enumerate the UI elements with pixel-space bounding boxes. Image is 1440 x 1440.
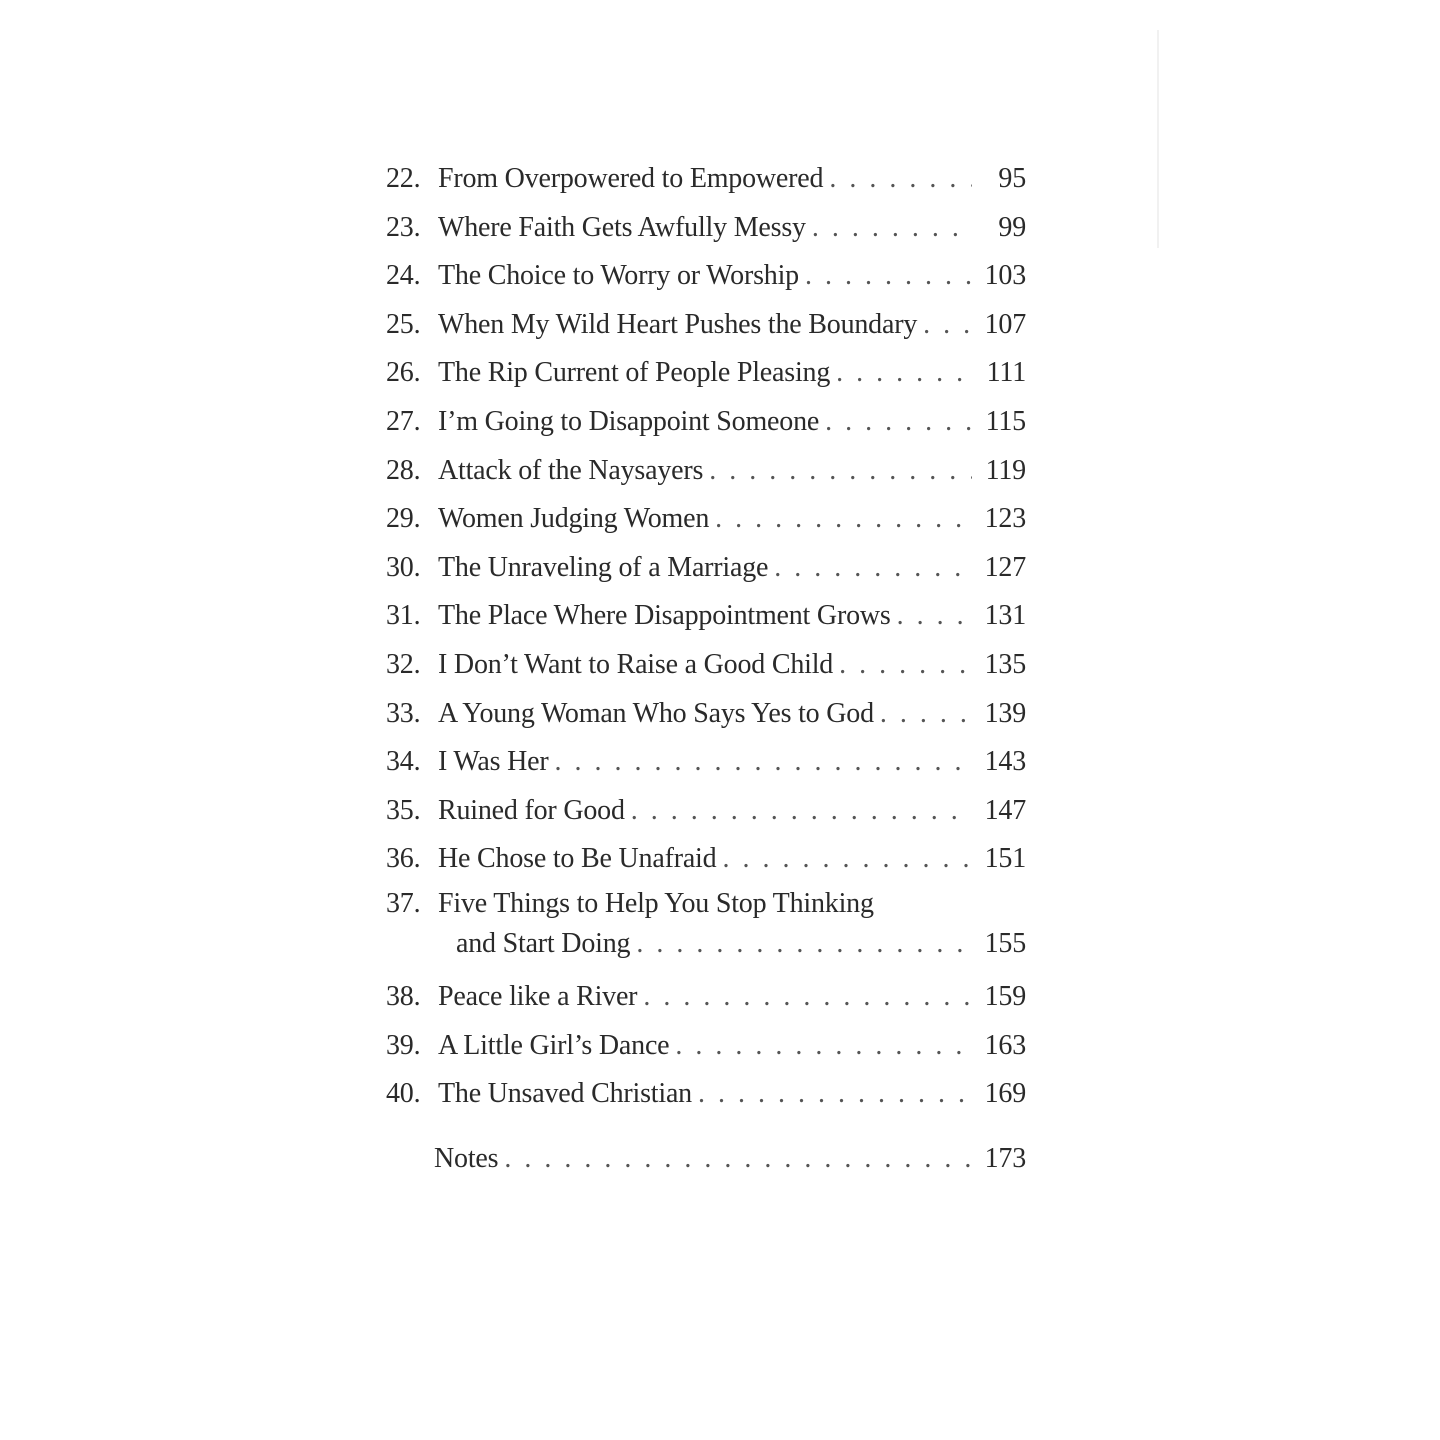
page-number: 173 xyxy=(984,1142,1026,1174)
chapter-title: Ruined for Good xyxy=(438,794,625,826)
dot-leader xyxy=(643,973,972,1022)
chapter-title-continued: and Start Doing xyxy=(456,927,631,959)
toc-entry-38 xyxy=(386,973,1026,1022)
table-of-contents xyxy=(386,155,1026,1183)
dot-leader xyxy=(839,641,972,690)
page-number: 163 xyxy=(984,1029,1026,1061)
dot-leader xyxy=(774,544,972,593)
toc-entry-25 xyxy=(386,301,1026,350)
chapter-title: I’m Going to Disappoint Someone xyxy=(438,405,820,437)
dot-leader xyxy=(880,690,972,739)
dot-leader xyxy=(836,349,972,398)
toc-entry-24 xyxy=(386,252,1026,301)
chapter-number: 27. xyxy=(386,405,421,437)
toc-entry-29 xyxy=(386,495,1026,544)
chapter-number: 33. xyxy=(386,697,421,729)
dot-leader xyxy=(636,924,972,964)
dot-leader xyxy=(631,787,972,836)
toc-entry-31 xyxy=(386,592,1026,641)
page-number: 147 xyxy=(984,794,1026,826)
page-number: 115 xyxy=(985,405,1026,437)
toc-entry-28 xyxy=(386,447,1026,496)
chapter-number: 34. xyxy=(386,746,421,778)
chapter-number: 23. xyxy=(386,211,421,243)
page-number: 151 xyxy=(984,843,1026,875)
dot-leader xyxy=(812,204,972,253)
chapter-number: 28. xyxy=(386,454,421,486)
chapter-title: I Don’t Want to Raise a Good Child xyxy=(438,648,834,680)
page-number: 107 xyxy=(984,308,1026,340)
toc-entry-notes xyxy=(386,1135,1026,1184)
chapter-number: 39. xyxy=(386,1029,421,1061)
chapter-title-line-2 xyxy=(386,924,1026,964)
dot-leader xyxy=(715,495,972,544)
chapter-title: A Little Girl’s Dance xyxy=(438,1029,670,1061)
toc-entry-26 xyxy=(386,349,1026,398)
dot-leader xyxy=(805,252,972,301)
chapter-title: Attack of the Naysayers xyxy=(438,454,704,486)
toc-entry-33 xyxy=(386,690,1026,739)
dot-leader xyxy=(825,398,972,447)
chapter-number: 40. xyxy=(386,1078,421,1110)
chapter-number: 38. xyxy=(386,980,421,1012)
chapter-title: The Unsaved Christian xyxy=(438,1078,692,1110)
dot-leader xyxy=(698,1070,972,1119)
page-number: 119 xyxy=(985,454,1026,486)
chapter-title: Five Things to Help You Stop Thinking xyxy=(438,887,874,919)
dot-leader xyxy=(897,592,972,641)
page-number: 139 xyxy=(984,697,1026,729)
chapter-number: 30. xyxy=(386,551,421,583)
page-edge-line xyxy=(1157,30,1159,248)
page-number: 127 xyxy=(984,551,1026,583)
page-number: 111 xyxy=(986,357,1026,389)
chapter-number: 35. xyxy=(386,794,421,826)
page-number: 99 xyxy=(998,211,1026,243)
page-number: 143 xyxy=(984,746,1026,778)
chapter-title: The Place Where Disappointment Grows xyxy=(438,600,891,632)
page-number: 155 xyxy=(984,927,1026,959)
dot-leader xyxy=(675,1022,972,1071)
chapter-title: Where Faith Gets Awfully Messy xyxy=(438,211,806,243)
chapter-title: The Choice to Worry or Worship xyxy=(438,260,799,292)
page-number: 159 xyxy=(984,980,1026,1012)
chapter-number: 37. xyxy=(386,887,421,919)
chapter-title: From Overpowered to Empowered xyxy=(438,163,824,194)
chapter-title: A Young Woman Who Says Yes to God xyxy=(438,697,874,729)
page-number: 169 xyxy=(984,1078,1026,1110)
toc-entry-34 xyxy=(386,738,1026,787)
toc-entry-35 xyxy=(386,787,1026,836)
page-number: 131 xyxy=(984,600,1026,632)
chapter-number: 25. xyxy=(386,308,421,340)
toc-entry-27 xyxy=(386,398,1026,447)
dot-leader xyxy=(829,155,972,204)
chapter-title: Peace like a River xyxy=(438,980,638,1012)
chapter-title: When My Wild Heart Pushes the Boundary xyxy=(438,308,918,340)
chapter-title-line-1 xyxy=(386,884,1026,924)
chapter-number: 22. xyxy=(386,163,421,194)
chapter-number: 29. xyxy=(386,503,421,535)
page-number: 103 xyxy=(984,260,1026,292)
dot-leader xyxy=(709,447,972,496)
dot-leader xyxy=(555,738,972,787)
chapter-title: I Was Her xyxy=(438,746,549,778)
dot-leader xyxy=(722,835,972,884)
toc-entry-40 xyxy=(386,1070,1026,1119)
toc-entry-30 xyxy=(386,544,1026,593)
chapter-number: 26. xyxy=(386,357,421,389)
page-number: 135 xyxy=(984,648,1026,680)
notes-title: Notes xyxy=(434,1142,499,1174)
chapter-title: Women Judging Women xyxy=(438,503,710,535)
toc-entry-22 xyxy=(386,155,1026,204)
page-number: 95 xyxy=(998,163,1026,194)
toc-entry-39 xyxy=(386,1022,1026,1071)
toc-entry-32 xyxy=(386,641,1026,690)
dot-leader xyxy=(923,301,972,350)
chapter-number: 24. xyxy=(386,260,421,292)
toc-entry-36 xyxy=(386,835,1026,884)
chapter-number: 32. xyxy=(386,648,421,680)
toc-entry-23 xyxy=(386,204,1026,253)
dot-leader xyxy=(504,1135,972,1184)
toc-entry-37 xyxy=(386,884,1026,964)
chapter-title: The Rip Current of People Pleasing xyxy=(438,357,831,389)
page-number: 123 xyxy=(984,503,1026,535)
chapter-title: He Chose to Be Unafraid xyxy=(438,843,717,875)
chapter-title: The Unraveling of a Marriage xyxy=(438,551,769,583)
chapter-number: 31. xyxy=(386,600,421,632)
chapter-number: 36. xyxy=(386,843,421,875)
